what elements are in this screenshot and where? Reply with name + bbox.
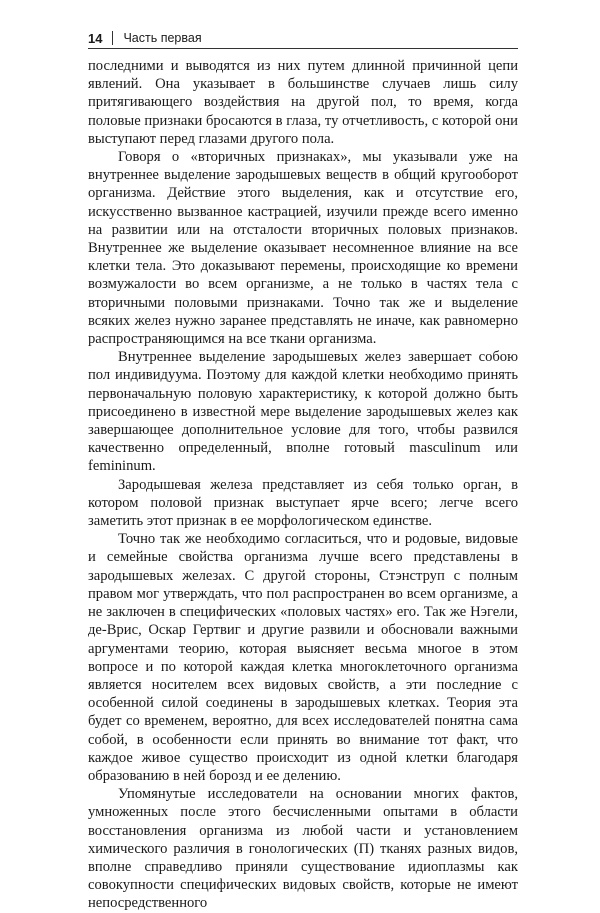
header-separator bbox=[112, 31, 113, 45]
body-text bbox=[88, 57, 518, 913]
paragraph: Зародышевая железа представляет из себя только орган, в котором половой признак выступает ярче всего; легче всего заметить этот признак в ее морфологическом единстве. bbox=[88, 476, 518, 530]
paragraph-continued: последними и выводятся из них путем длинной причинной цепи явлений. Она указывает в большинстве случаев лишь силу притягивающего воздействия на другой пол, то время, когда половые признаки бросаются в глаза, ту отчетливость, с которой они выступают перед глазами другого пола. bbox=[88, 58, 518, 147]
paragraph: Точно так же необходимо согласиться, что и родовые, видовые и семейные свойства организма лучше всего представлены в зародышевых железах. С другой стороны, Стэнструп с полным правом мог утверждать, что пол распространен во всем организме, а не заключен в специфических «половых частях» его. Так же Нэгели, де-Врис, Оскар Гертвиг и другие развили и обосновали важными аргументами теорию, которая выясняет весьма многое в этом вопросе и по которой каждая клетка многоклеточного организма является носителем всех видовых свойств, а эти последние с особенной силой соединены в зародышевых клетках. Теория эта будет со временем, вероятно, для всех исследователей понятна сама собой, в особенности если принять во внимание тот факт, что каждое живое существо происходит из одной клетки благодаря образованию в ней борозд и ее делению. bbox=[88, 531, 518, 784]
page-number: 14 bbox=[88, 30, 103, 46]
paragraph: Внутреннее выделение зародышевых желез завершает собою пол индивидуума. Поэтому для каждой клетки необходимо принять первоначальную половую характеристику, к которой должно быть присоединено в известной мере выделение зародышевых желез как завершающее дополнительное условие для того, чтобы развился качественно определенный, вполне готовый masculinum или femininum. bbox=[88, 349, 518, 475]
paragraph: Упомянутые исследователи на основании многих фактов, умноженных после этого бесчисленными опытами в области восстановления организма из любой части и установлением химического различия в гонологических (П) тканях разных видов, вполне справедливо приняли существование идиоплазмы как совокупности специфических видовых свойств, которые не имеют непосредственного bbox=[88, 786, 518, 912]
header-rule bbox=[88, 48, 518, 49]
section-title: Часть первая bbox=[123, 31, 202, 45]
running-header bbox=[88, 28, 518, 48]
paragraph: Говоря о «вторичных признаках», мы указывали уже на внутреннее выделение зародышевых веществ в общий кругооборот организма. Действие этого выделения, как и отсутствие его, искусственно вызванное кастрацией, изучили прежде всего именно на развитии или на отсталости вторичных половых признаков. Внутреннее же выделение оказывает несомненное влияние на все клетки тела. Это доказывают перемены, происходящие ко времени возмужалости во всем организме, а не только в частях тела с вторичными половыми признаками. Точно так же и выделение всяких желез нужно заранее представлять не иначе, как равномерно распространяющимся на все ткани организма. bbox=[88, 149, 518, 348]
